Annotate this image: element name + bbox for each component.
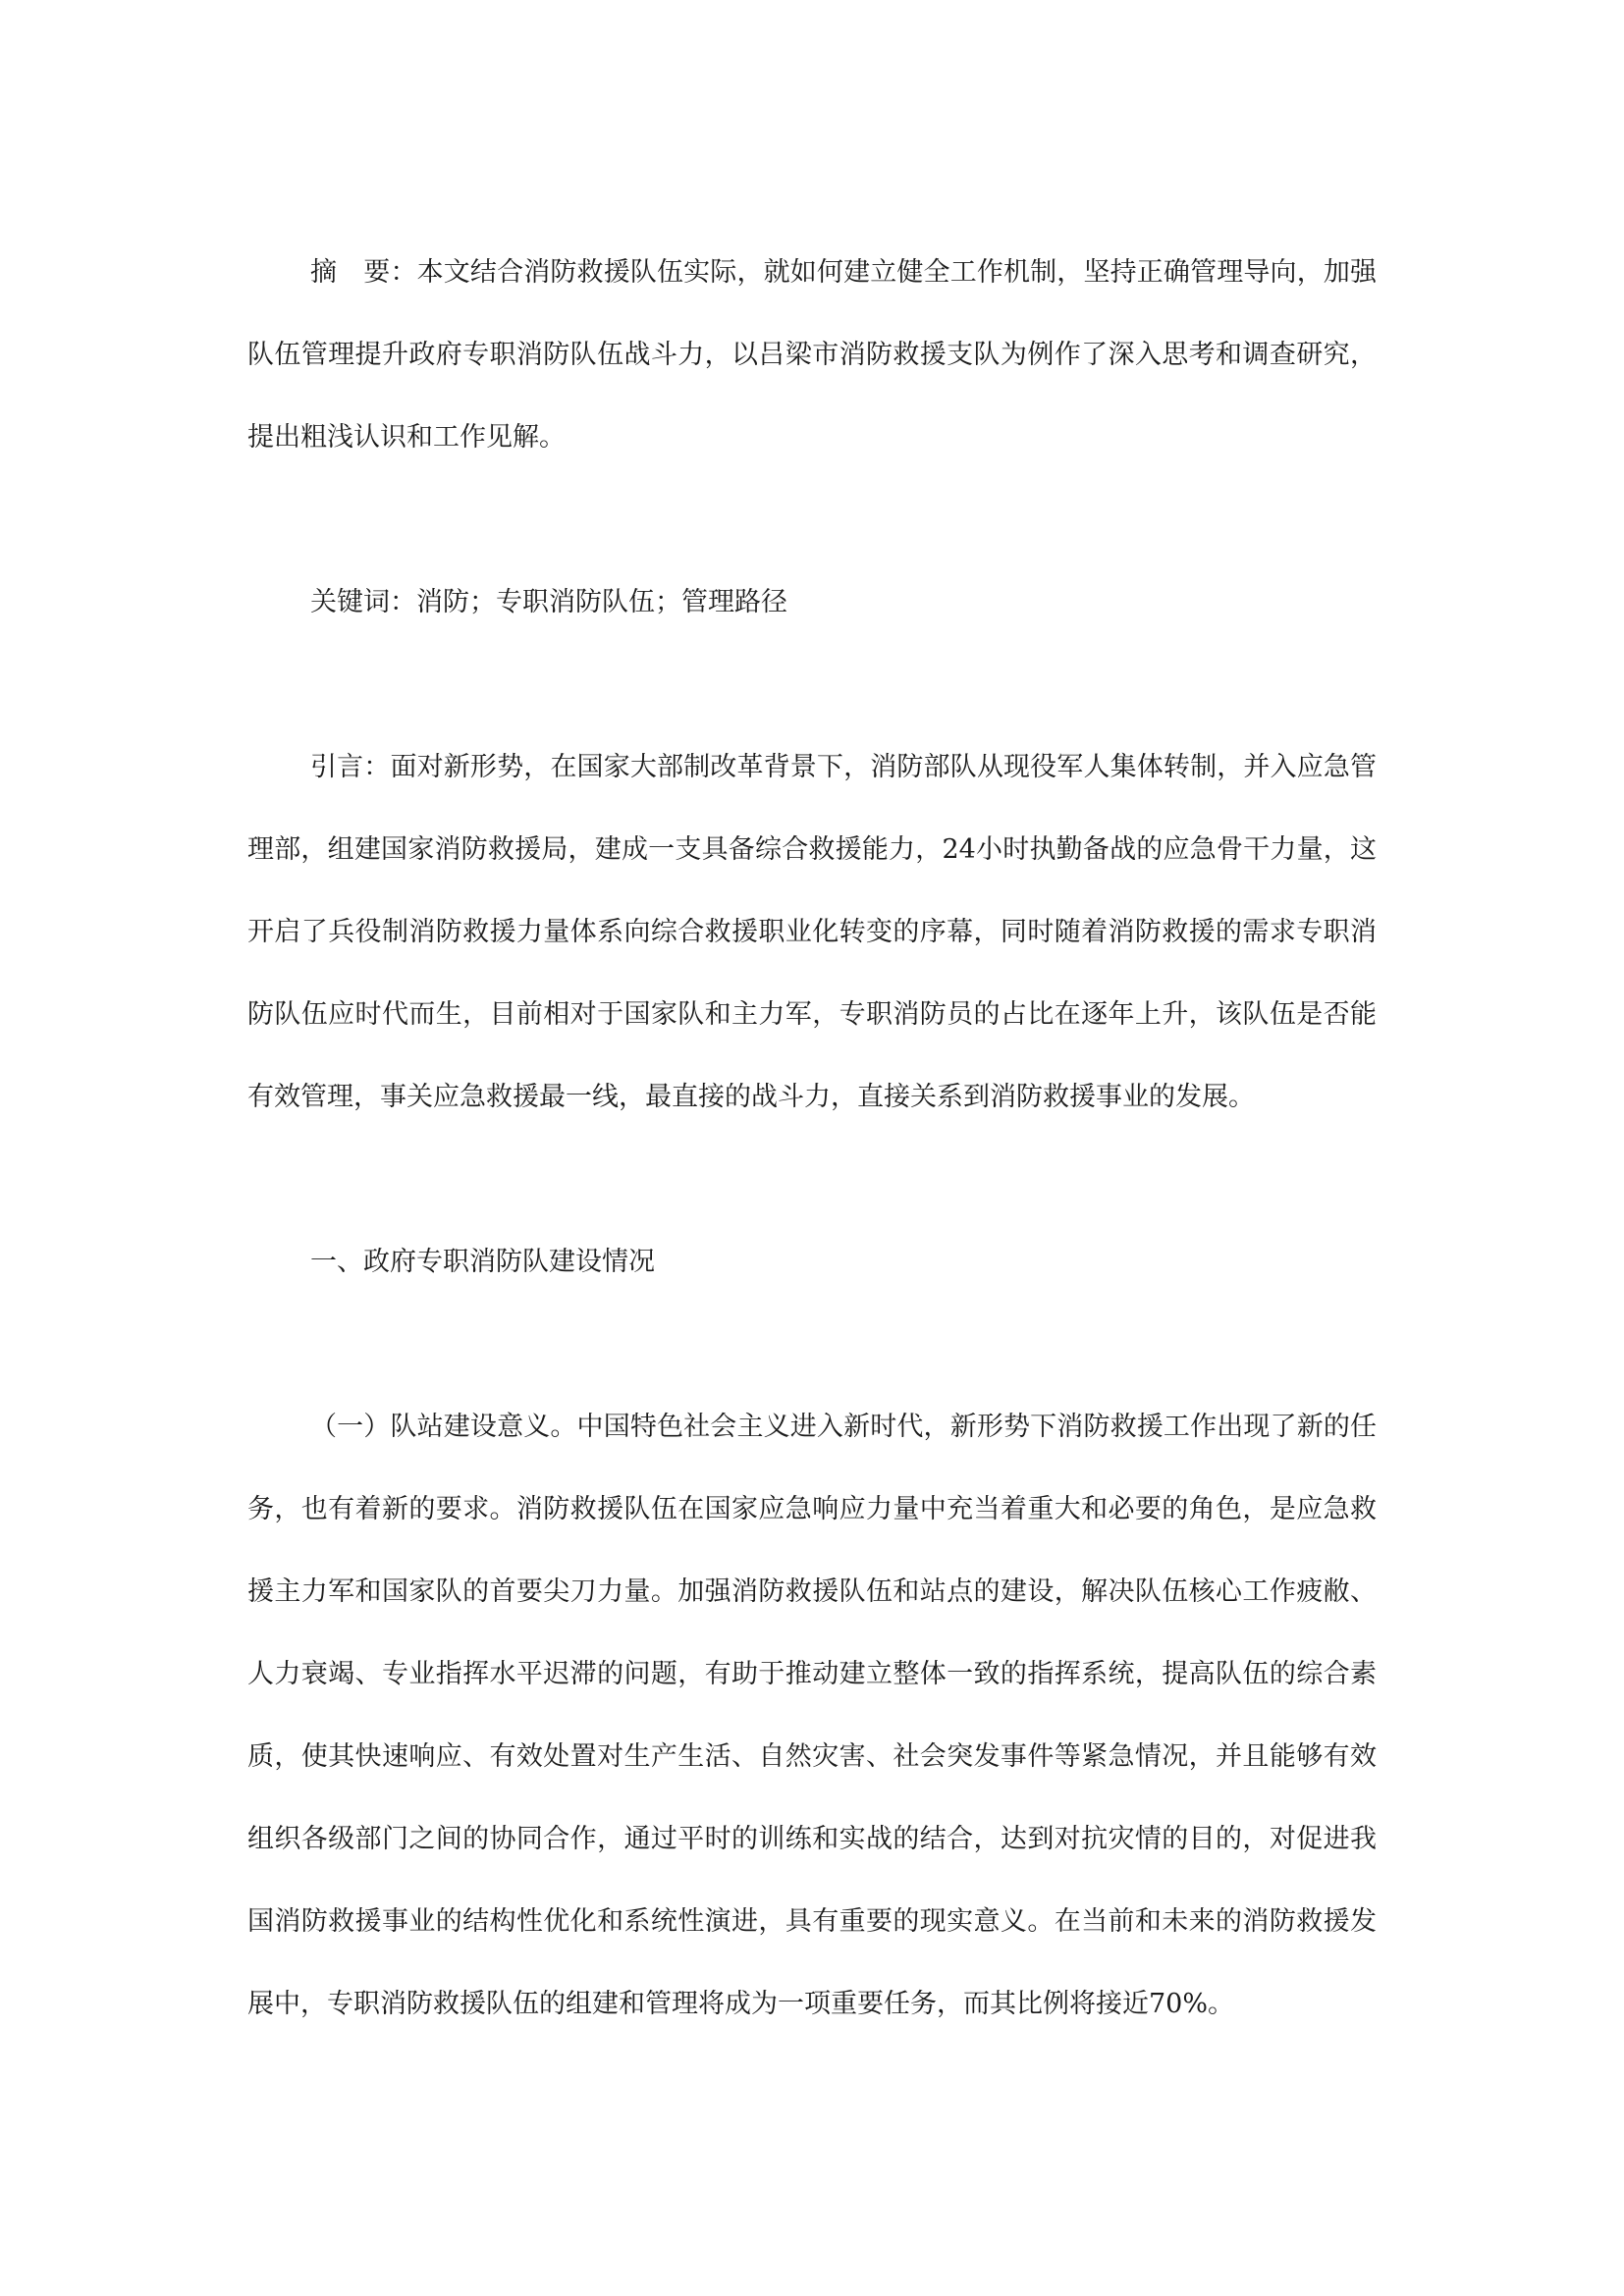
paragraph-gap (247, 479, 1377, 561)
paragraph-gap (247, 644, 1377, 726)
abstract-paragraph: 摘 要：本文结合消防救援队伍实际，就如何建立健全工作机制，坚持正确管理导向，加强队伍管理提升政府专职消防队伍战斗力，以吕梁市消防救援支队为例作了深入思考和调查研究，提出粗浅认识和工作见解。 (247, 257, 1377, 453)
section-paragraph: （一）队站建设意义。中国特色社会主义进入新时代，新形势下消防救援工作出现了新的任务，也有着新的要求。消防救援队伍在国家应急响应力量中充当着重大和必要的角色，是应急救援主力军和国家队的首要尖刀力量。加强消防救援队伍和站点的建设，解决队伍核心工作疲敝、人力衰竭、专业指挥水平迟滞的问题，有助于推动建立整体一致的指挥系统，提高队伍的综合素质，使其快速响应、有效处置对生产生活、自然灾害、社会突发事件等紧急情况，并且能够有效组织各级部门之间的协同合作，通过平时的训练和实战的结合，达到对抗灾情的目的，对促进我国消防救援事业的结构性优化和系统性演进，具有重要的现实意义。在当前和未来的消防救援发展中，专职消防救援队伍的组建和管理将成为一项重要任务，而其比例将接近70%。 (247, 1412, 1377, 2019)
paragraph-gap (247, 1139, 1377, 1221)
section-heading: 一、政府专职消防队建设情况 (310, 1247, 655, 1277)
paragraph-gap (247, 1304, 1377, 1386)
keywords-paragraph: 关键词：消防；专职消防队伍；管理路径 (310, 587, 787, 617)
introduction-paragraph: 引言：面对新形势，在国家大部制改革背景下，消防部队从现役军人集体转制，并入应急管理部，组建国家消防救援局，建成一支具备综合救援能力，24小时执勤备战的应急骨干力量，这开启了兵役制消防救援力量体系向综合救援职业化转变的序幕，同时随着消防救援的需求专职消防队伍应时代而生，目前相对于国家队和主力军，专职消防员的占比在逐年上升，该队伍是否能有效管理，事关应急救援最一线，最直接的战斗力，直接关系到消防救援事业的发展。 (247, 752, 1377, 1112)
document-body (247, 232, 1377, 2046)
